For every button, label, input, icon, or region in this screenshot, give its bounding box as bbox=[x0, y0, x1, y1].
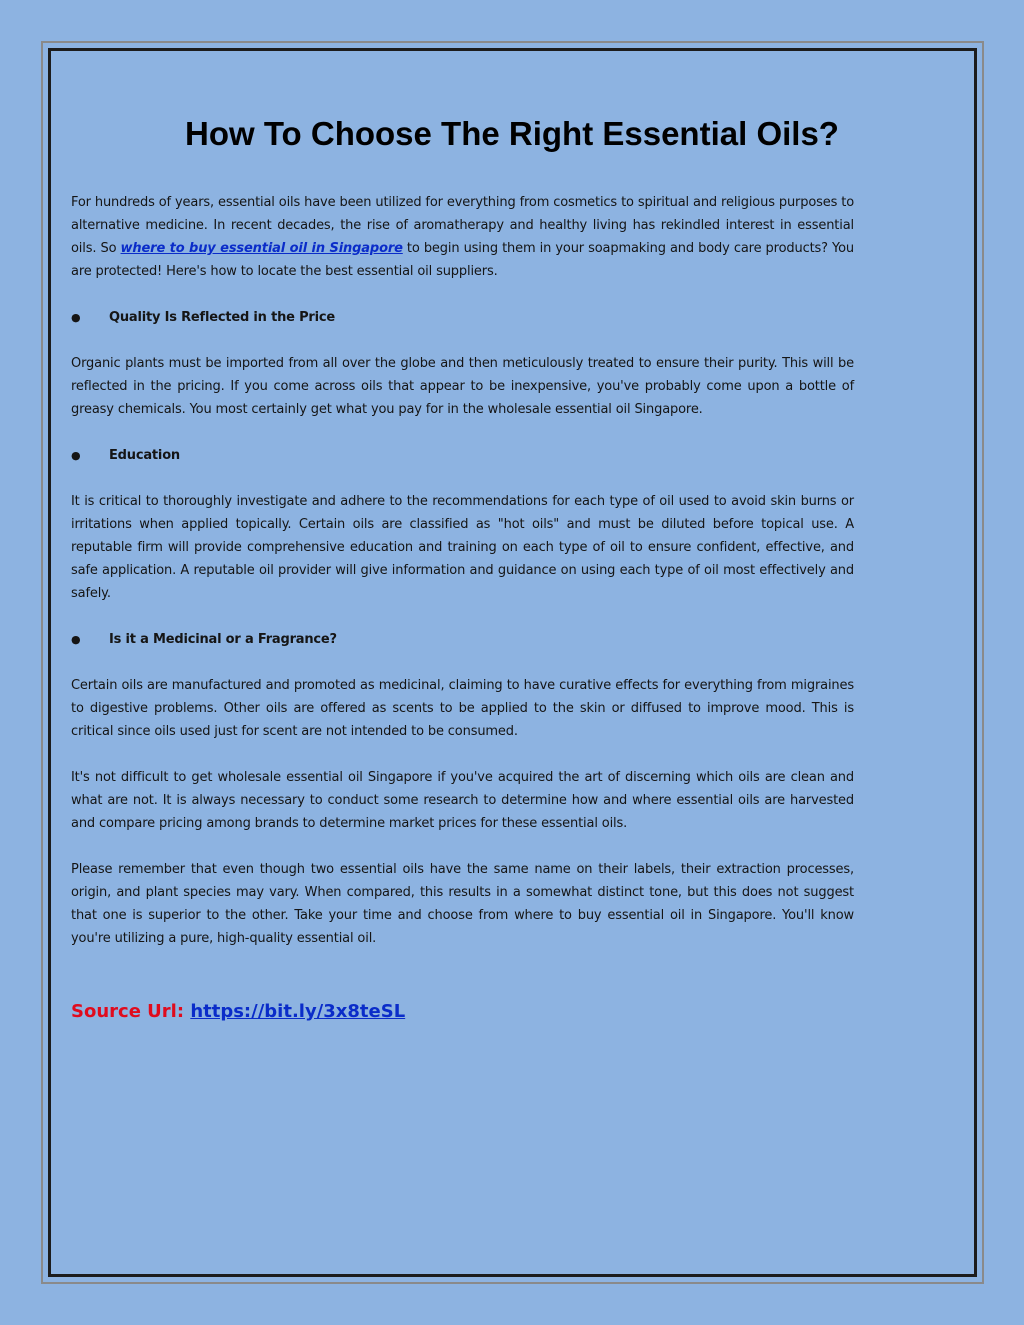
section-paragraph: Certain oils are manufactured and promoted as medicinal, claiming to have curative effects for everything from migraines to digestive problems. Other oils are offered as scents to be applied to the skin or diffused to improve mood. This is critical since oils used just for scent are not intended to be consumed. bbox=[71, 678, 854, 739]
source-label: Source Url: bbox=[71, 1001, 185, 1022]
section-heading-label: Quality Is Reflected in the Price bbox=[109, 310, 335, 325]
source-line bbox=[71, 1000, 405, 1024]
bullet-icon: ● bbox=[71, 449, 81, 462]
section-heading-label: Is it a Medicinal or a Fragrance? bbox=[109, 632, 337, 647]
section-heading-label: Education bbox=[109, 448, 180, 463]
section-paragraph: It's not difficult to get wholesale essential oil Singapore if you've acquired the art of discerning which oils are clean and what are not. It is always necessary to conduct some research to determine how and where essential oils are harvested and compare pricing among brands to determine market prices for these essential oils. bbox=[71, 770, 854, 831]
section-paragraph: Organic plants must be imported from all over the globe and then meticulously treated to ensure their purity. This will be reflected in the pricing. If you come across oils that appear to be inexpensive, you've probably come upon a bottle of greasy chemicals. You most certainly get what you pay for in the wholesale essential oil Singapore. bbox=[71, 356, 854, 417]
intro-text-before-link: For hundreds of years, essential oils have been utilized for everything from cosmetics to spiritual and religious purposes to alternative medicine. In recent decades, the rise of aromatherapy and healthy living has rekindled interest in essential oils. So bbox=[71, 195, 854, 256]
intro-text-after-link: to begin using them in your soapmaking and body care products? You are protected! Here's how to locate the best essential oil suppliers. bbox=[71, 241, 854, 279]
section-paragraph: Please remember that even though two essential oils have the same name on their labels, their extraction processes, origin, and plant species may vary. When compared, this results in a somewhat distinct tone, but this does not suggest that one is superior to the other. Take your time and choose from where to buy essential oil in Singapore. You'll know you're utilizing a pure, high-quality essential oil. bbox=[71, 862, 854, 946]
section-heading-quality bbox=[71, 306, 854, 329]
section-heading-education bbox=[71, 444, 854, 467]
page-title: How To Choose The Right Essential Oils? bbox=[185, 115, 839, 153]
bullet-icon: ● bbox=[71, 633, 81, 646]
intro-paragraph bbox=[71, 191, 854, 283]
section-heading-medicinal bbox=[71, 628, 854, 651]
document-body bbox=[71, 191, 854, 973]
source-url-link[interactable]: https://bit.ly/3x8teSL bbox=[190, 1001, 406, 1022]
buy-essential-oil-link[interactable]: where to buy essential oil in Singapore bbox=[120, 241, 403, 256]
section-paragraph: It is critical to thoroughly investigate and adhere to the recommendations for each type of oil used to avoid skin burns or irritations when applied topically. Certain oils are classified as "hot oils" and must be diluted before topical use. A reputable firm will provide comprehensive education and training on each type of oil to ensure confident, effective, and safe application. A reputable oil provider will give information and guidance on using each type of oil most effectively and safely. bbox=[71, 494, 854, 601]
bullet-icon: ● bbox=[71, 311, 81, 324]
